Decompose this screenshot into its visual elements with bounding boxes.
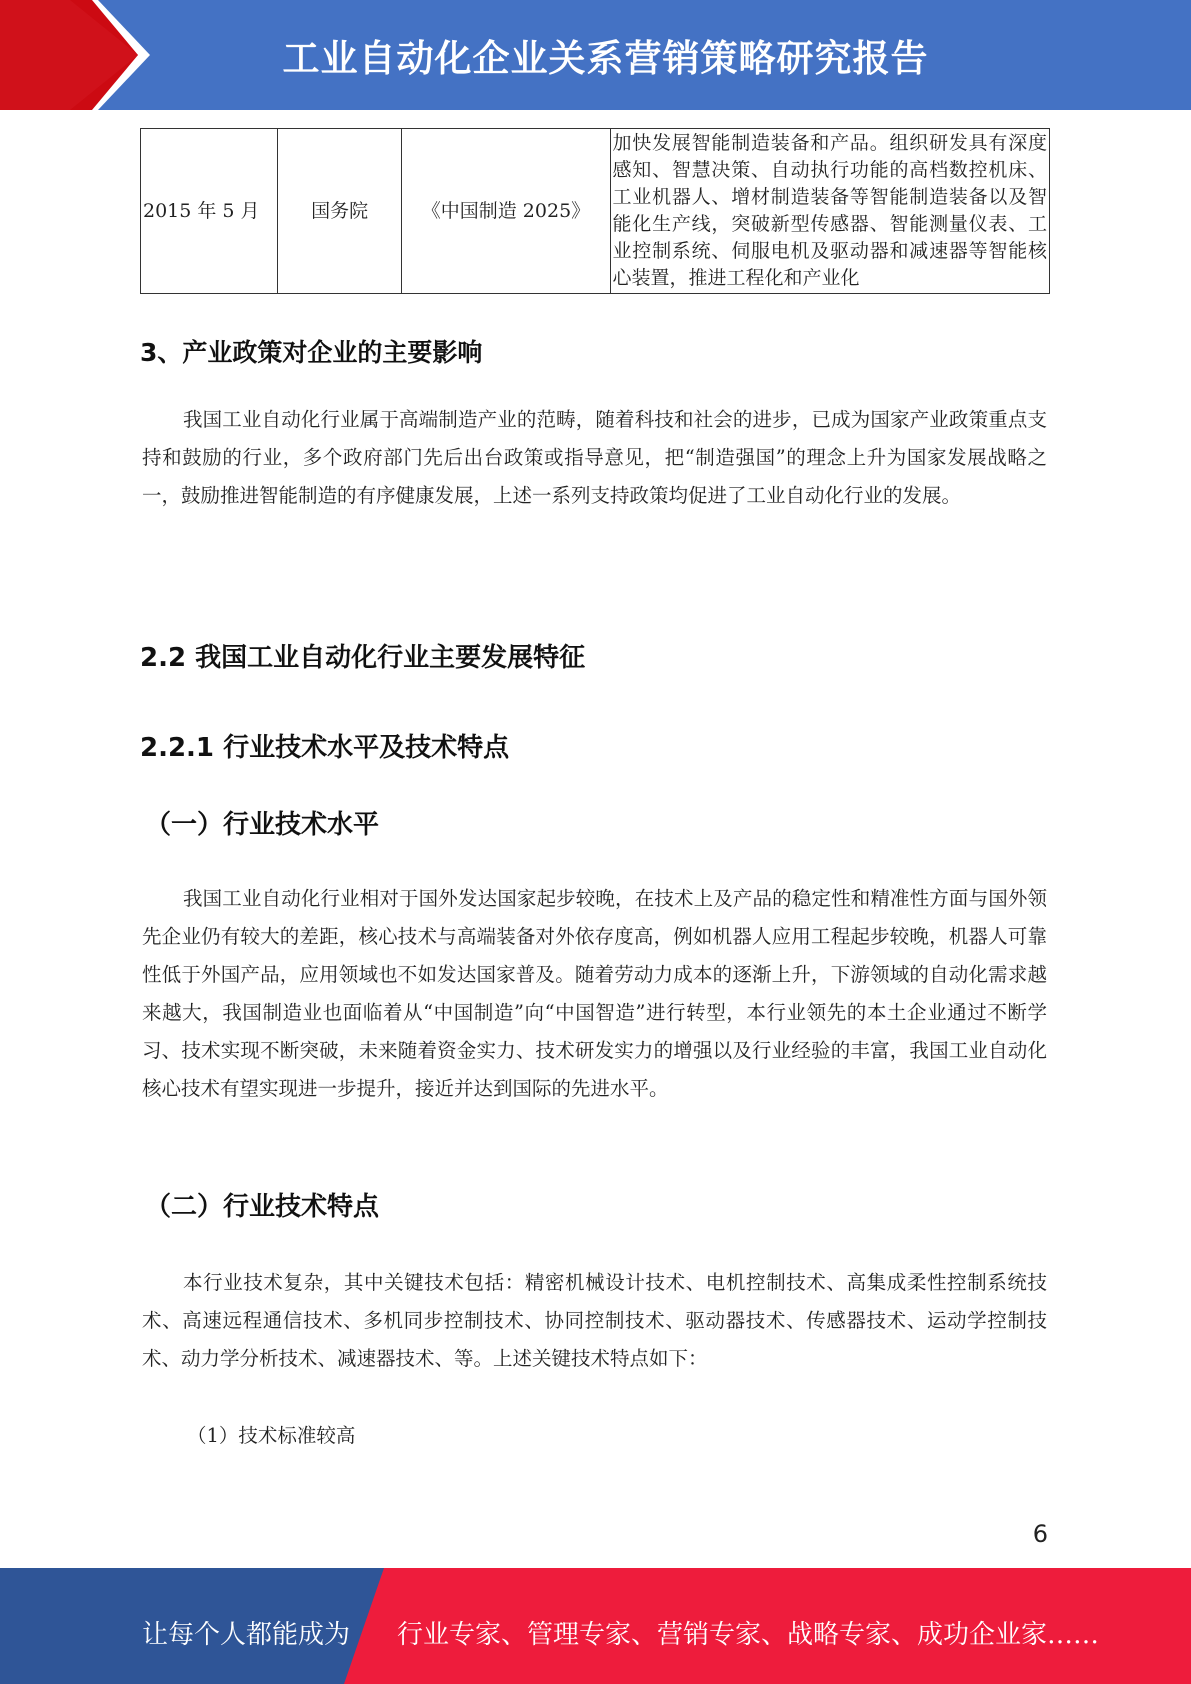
subheading-tech-level: （一）行业技术水平 bbox=[145, 810, 380, 840]
footer-slogan-left: 让每个人都能成为 bbox=[142, 1620, 351, 1650]
footer-slogan-right: 行业专家、管理专家、营销专家、战略专家、成功企业家…… bbox=[397, 1620, 1100, 1650]
table-cell-content: 加快发展智能制造装备和产品。组织研发具有深度感知、智慧决策、自动执行功能的高档数控机床、工业机器人、增材制造装备等智能制造装备以及智能化生产线，突破新型传感器、智能测量仪表、工业控制系统、伺服电机及驱动器和减速器等智能核心装置，推进工程化和产业化 bbox=[610, 129, 1049, 294]
table-cell-date: 2015 年 5 月 bbox=[141, 129, 278, 294]
page-header bbox=[0, 0, 1191, 110]
subheading-tech-features: （二）行业技术特点 bbox=[145, 1192, 380, 1222]
paragraph-tech-level: 我国工业自动化行业相对于国外发达国家起步较晚，在技术上及产品的稳定性和精准性方面与国外领先企业仍有较大的差距，核心技术与高端装备对外依存度高，例如机器人应用工程起步较晚，机器人可靠性低于外国产品，应用领域也不如发达国家普及。随着劳动力成本的逐渐上升，下游领域的自动化需求越来越大，我国制造业也面临着从“中国制造”向“中国智造”进行转型，本行业领先的本土企业通过不断学习、技术实现不断突破，未来随着资金实力、技术研发实力的增强以及行业经验的丰富，我国工业自动化核心技术有望实现进一步提升，接近并达到国际的先进水平。 bbox=[142, 887, 1047, 1100]
paragraph-policy-impact: 我国工业自动化行业属于高端制造产业的范畴，随着科技和社会的进步，已成为国家产业政策重点支持和鼓励的行业，多个政府部门先后出台政策或指导意见，把“制造强国”的理念上升为国家发展战略之一，鼓励推进智能制造的有序健康发展，上述一系列支持政策均促进了工业自动化行业的发展。 bbox=[142, 408, 1047, 507]
section-heading-2-2-1: 2.2.1 行业技术水平及技术特点 bbox=[140, 733, 510, 763]
table-cell-issuer: 国务院 bbox=[277, 129, 402, 294]
report-title: 工业自动化企业关系营销策略研究报告 bbox=[282, 37, 929, 80]
table-cell-document: 《中国制造 2025》 bbox=[402, 129, 610, 294]
policy-table bbox=[140, 128, 1050, 294]
table-row bbox=[141, 129, 1050, 294]
paragraph-tech-features: 本行业技术复杂，其中关键技术包括：精密机械设计技术、电机控制技术、高集成柔性控制系统技术、高速远程通信技术、多机同步控制技术、协同控制技术、驱动器技术、传感器技术、运动学控制技术、动力学分析技术、减速器技术、等。上述关键技术特点如下： bbox=[142, 1271, 1047, 1370]
section-heading-policy-impact: 3、产业政策对企业的主要影响 bbox=[140, 338, 483, 367]
list-item: （1）技术标准较高 bbox=[187, 1424, 356, 1447]
section-heading-2-2: 2.2 我国工业自动化行业主要发展特征 bbox=[140, 643, 586, 673]
page-number: 6 bbox=[1032, 1520, 1048, 1548]
